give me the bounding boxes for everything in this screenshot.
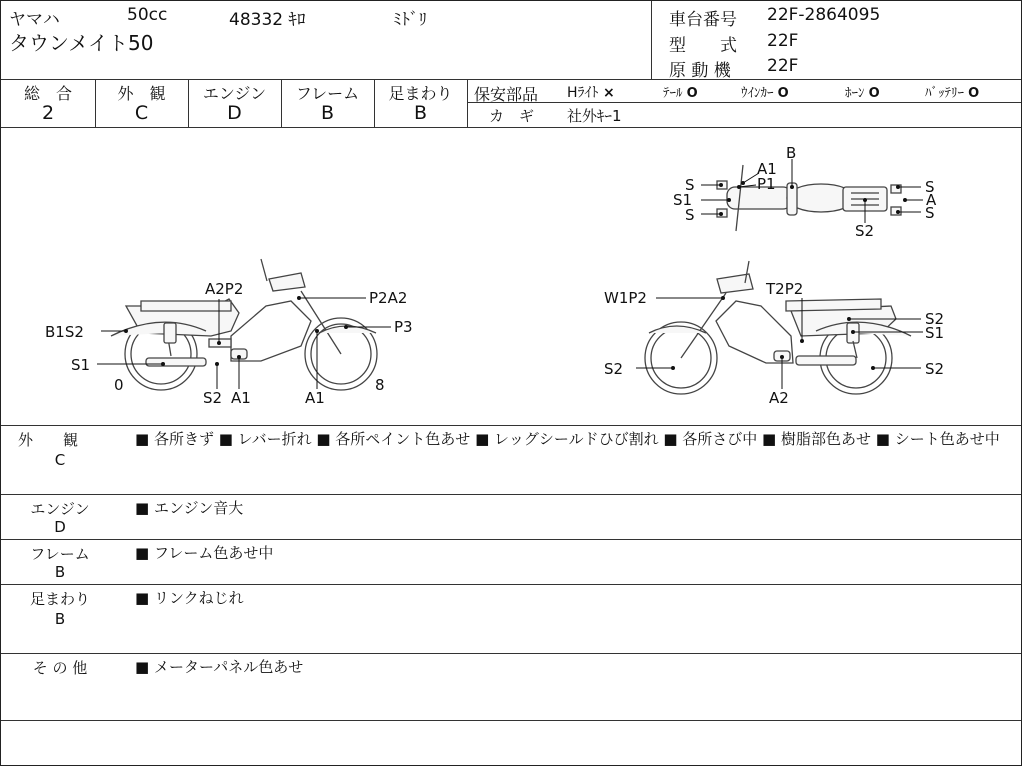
header-divider [651,1,652,79]
detail-label-other: そ の 他 [32,659,88,677]
maker: ヤマハ [9,10,60,30]
right-label-s2: S2 [925,310,945,328]
color: ﾐﾄﾞﾘ [393,10,427,30]
bike-left-view [111,259,377,390]
grade-label-exterior: 外 観 [117,84,166,103]
safety-item-winker: ｳｲﾝｶｰ O [741,86,789,101]
top-label-a-right: A [926,191,937,209]
detail-label-exterior: 外 観 [17,431,78,449]
frame-no: 22F-2864095 [767,5,881,25]
grade-value-frame: B [320,102,335,124]
left-label-p3: P3 [394,318,413,336]
mileage: 48332 ｷﾛ [229,10,306,30]
left-label-a1-front: A1 [305,389,325,407]
safety-item-tail: ﾃｰﾙ O [663,86,698,101]
right-label-t2p2: T2P2 [766,280,804,298]
grade-label-suspension: 足まわり [388,84,453,103]
safety-item-horn: ﾎｰﾝ O [845,86,880,101]
detail-label-engine: エンジン [30,500,90,518]
detail-grade-exterior: C [54,451,66,469]
detail-grade-suspension: B [54,610,66,628]
grade-label-engine: エンジン [202,84,267,103]
left-label-b1s2: B1S2 [45,323,84,341]
safety-item-headlight: Hﾗｲﾄ × [567,85,615,101]
top-label-s: S [685,176,695,194]
frame-no-label: 車台番号 [669,10,737,30]
detail-text-other: ■ メーターパネル色あせ [135,658,304,676]
grade-value-suspension: B [413,102,428,124]
detail-text-engine: ■ エンジン音大 [135,499,244,517]
damage-diagram [1,128,1022,425]
safety-label: 保安部品 [474,85,539,104]
model-name: タウンメイト50 [9,31,154,55]
model-code: 22F [767,31,799,51]
grade-value-engine: D [227,102,242,124]
left-label-p2a2: P2A2 [369,289,408,307]
key-value: 社外ｷｰ1 [567,107,622,125]
divider [1,425,1021,426]
left-label-a2p2: A2P2 [205,280,244,298]
safety-divider [467,102,1021,103]
top-label-s-right: S [925,204,935,222]
top-label-s-right: S [925,178,935,196]
top-label-a1: A1 [757,160,777,178]
grade-value-exterior: C [134,102,149,124]
safety-item-battery: ﾊﾞｯﾃﾘｰ O [925,86,980,101]
grade-value-overall: 2 [41,102,55,124]
grade-divider [467,79,468,127]
left-label-a1: A1 [231,389,251,407]
detail-text-suspension: ■ リンクねじれ [135,589,244,607]
left-label-0: 0 [114,376,124,394]
grade-label-overall: 総 合 [23,84,72,103]
detail-label-suspension: 足まわり [29,590,90,608]
model-label: 型 式 [669,36,737,56]
divider [1,653,1021,654]
divider [1,494,1021,495]
top-label-p1: P1 [757,175,776,193]
detail-grade-frame: B [54,563,66,581]
engine-label: 原 動 機 [669,61,731,81]
top-label-b: B [786,144,797,162]
detail-text-frame: ■ フレーム色あせ中 [135,544,274,562]
top-label-s2: S2 [855,222,875,240]
left-label-8: 8 [375,376,385,394]
top-label-s1: S1 [673,191,693,209]
displacement: 50cc [127,5,168,25]
left-label-s1: S1 [71,356,91,374]
divider [1,539,1021,540]
right-label-a2: A2 [769,389,789,407]
key-label: カ ギ [489,107,535,125]
right-label-s2-front: S2 [604,360,624,378]
detail-text-exterior: ■ 各所きず ■ レバー折れ ■ 各所ペイント色あせ ■ レッグシールドひび割れ ■ 各所さび中 ■ 樹脂部色あせ ■ シート色あせ中 [135,430,1000,448]
grade-label-frame: フレーム [295,84,360,103]
right-label-w1p2: W1P2 [604,289,647,307]
detail-grade-engine: D [54,518,66,536]
divider [1,720,1021,721]
detail-label-frame: フレーム [30,545,90,563]
divider [1,79,1021,80]
divider [1,584,1021,585]
top-label-s: S [685,206,695,224]
right-label-s2-rear: S2 [925,360,945,378]
left-label-s2: S2 [203,389,223,407]
engine-code: 22F [767,56,799,76]
right-label-s1: S1 [925,324,945,342]
